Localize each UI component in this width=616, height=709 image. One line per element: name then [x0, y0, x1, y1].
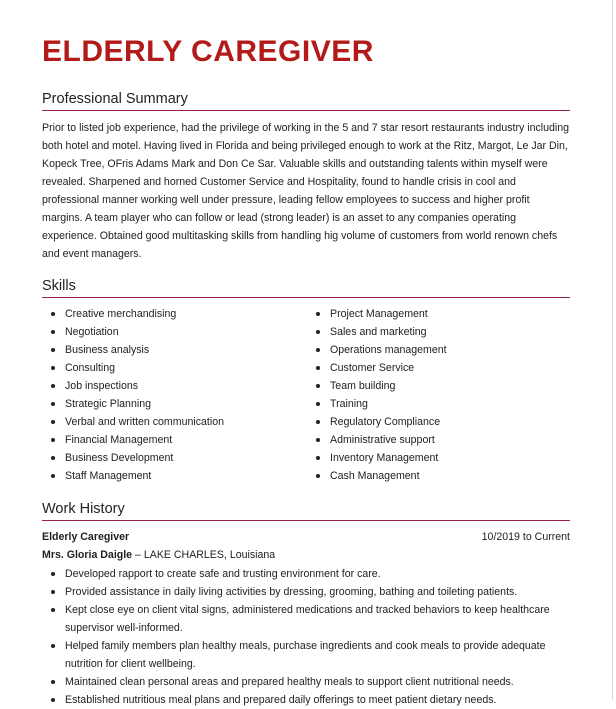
skill-item: Training — [307, 395, 567, 413]
skill-item: Customer Service — [307, 359, 567, 377]
skill-item: Project Management — [307, 305, 567, 323]
employer-name: Mrs. Gloria Daigle — [42, 549, 133, 561]
skill-item: Business analysis — [42, 341, 282, 359]
duty-item: Maintained clean personal areas and prepared healthy meals to support client nutritional needs. — [42, 673, 570, 691]
skill-item: Administrative support — [307, 431, 567, 449]
job-dates: 10/2019 to Current — [481, 531, 570, 543]
skill-item: Job inspections — [42, 377, 282, 395]
page-edge-divider — [612, 0, 613, 700]
skill-item: Negotiation — [42, 323, 282, 341]
duty-item: Helped family members plan healthy meals, purchase ingredients and cook meals to provide adequate nutrition for client wellbeing. — [42, 637, 570, 673]
skill-item: Business Development — [42, 449, 282, 467]
job-duties-list — [42, 565, 570, 709]
skill-item: Sales and marketing — [307, 323, 567, 341]
skill-item: Consulting — [42, 359, 282, 377]
job-title: Elderly Caregiver — [42, 531, 130, 543]
skill-item: Financial Management — [42, 431, 282, 449]
duty-item: Established nutritious meal plans and prepared daily offerings to meet patient dietary needs. — [42, 691, 570, 709]
skill-item: Cash Management — [307, 467, 567, 485]
employer-separator: – — [132, 549, 144, 561]
resume-name: ELDERLY CAREGIVER — [42, 35, 374, 68]
skills-list-left — [42, 305, 282, 485]
skills-list-right — [307, 305, 567, 485]
section-title-summary: Professional Summary — [42, 90, 570, 111]
skill-item: Creative merchandising — [42, 305, 282, 323]
skill-item: Regulatory Compliance — [307, 413, 567, 431]
employer-location: LAKE CHARLES, Louisiana — [143, 549, 276, 561]
duty-item: Provided assistance in daily living activities by dressing, grooming, bathing and toileting patients. — [42, 583, 570, 601]
skill-item: Team building — [307, 377, 567, 395]
skill-item: Strategic Planning — [42, 395, 282, 413]
skill-item: Verbal and written communication — [42, 413, 282, 431]
duty-item: Kept close eye on client vital signs, administered medications and tracked behaviors to keep healthcare supervisor well-informed. — [42, 601, 570, 637]
duty-item: Developed rapport to create safe and trusting environment for care. — [42, 565, 570, 583]
skill-item: Inventory Management — [307, 449, 567, 467]
job-employer-line — [42, 547, 275, 563]
skill-item: Operations management — [307, 341, 567, 359]
professional-summary-text: Prior to listed job experience, had the privilege of working in the 5 and 7 star resort restaurants industry including both hotel and motel. Having lived in Florida and being privileged enough to work at the Ritz, Margot, Le Jar Din, Kopeck Tree, OFris Adams Mark and Don Ce Sar. Valuable skills and outstanding talents within myself were revealed. Sharpened and horned Customer Service and Hospitality, found to handle crisis in cool and professional manner working well under pressure, leading fellow employees to success and higher profit margins. A team player who can follow or lead (strong leader) is an asset to any companies operating experience. Obtained good multitasking skills from handling hig volume of customers from world renown chefs and event managers. — [42, 122, 570, 260]
skill-item: Staff Management — [42, 467, 282, 485]
section-title-work-history: Work History — [42, 500, 570, 521]
section-title-skills: Skills — [42, 277, 570, 298]
